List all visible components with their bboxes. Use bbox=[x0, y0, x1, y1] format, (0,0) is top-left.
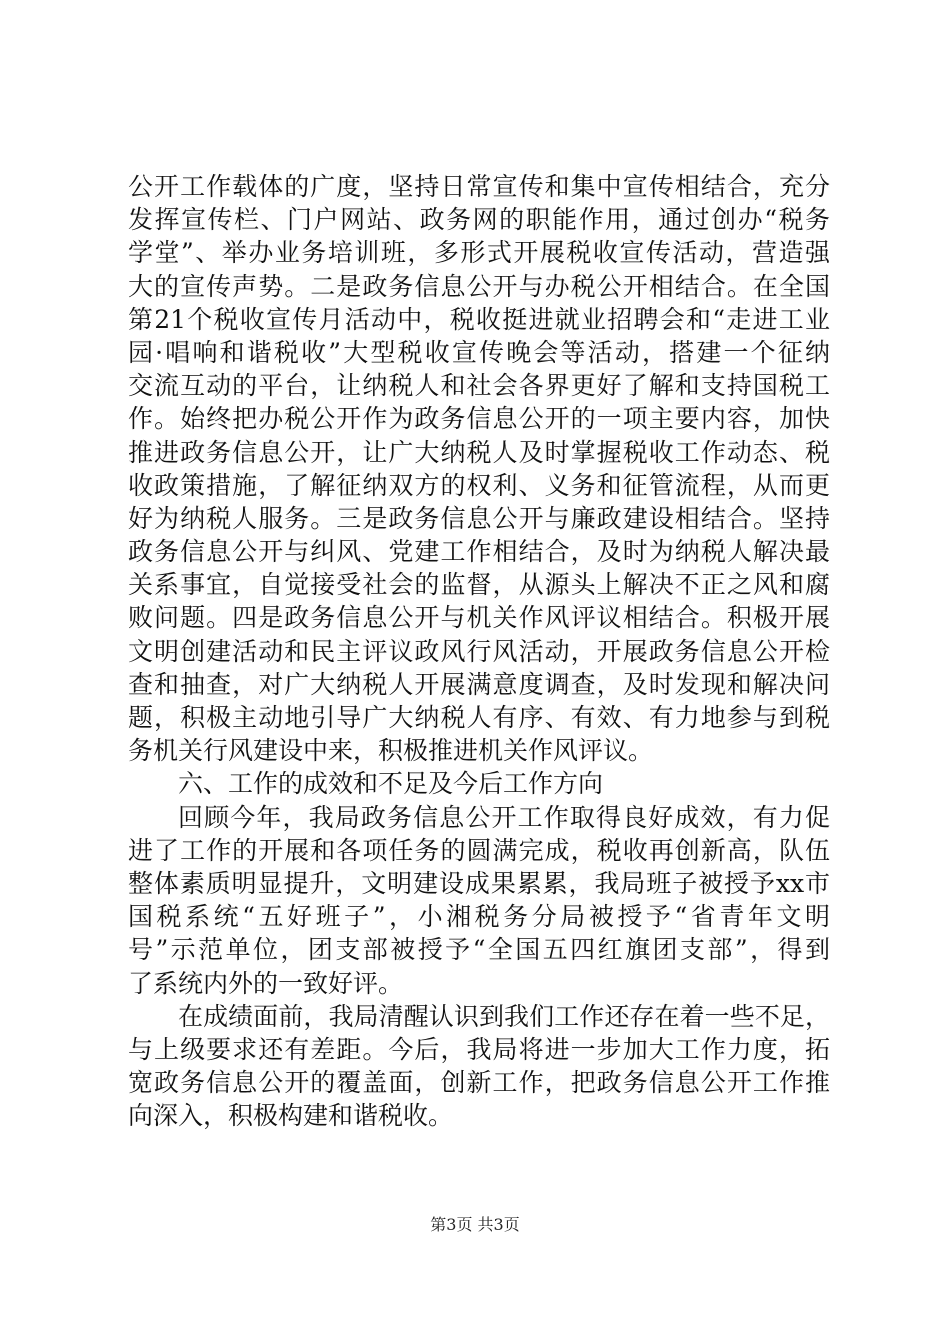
text-line: 回顾今年，我局政务信息公开工作取得良好成效，有力促 bbox=[178, 802, 830, 832]
paragraph bbox=[128, 170, 830, 767]
text-line: 关系事宜，自觉接受社会的监督，从源头上解决不正之风和腐 bbox=[128, 570, 830, 600]
text-line: 公开工作载体的广度，坚持日常宣传和集中宣传相结合，充分 bbox=[128, 172, 830, 201]
text-line: 学堂”、举办业务培训班，多形式开展税收宣传活动，营造强 bbox=[128, 238, 830, 268]
text-line: 大的宣传声势。二是政务信息公开与办税公开相结合。在全国 bbox=[128, 271, 830, 301]
paragraph bbox=[128, 801, 830, 1000]
paragraph bbox=[128, 1000, 830, 1133]
text-line: 好为纳税人服务。三是政务信息公开与廉政建设相结合。坚持 bbox=[128, 503, 830, 533]
text-line: 作。始终把办税公开作为政务信息公开的一项主要内容，加快 bbox=[128, 404, 830, 434]
text-line: 政务信息公开与纠风、党建工作相结合，及时为纳税人解决最 bbox=[128, 537, 830, 567]
text-line: 号”示范单位，团支部被授予“全国五四红旗团支部”，得到 bbox=[128, 935, 830, 965]
text-line: 与上级要求还有差距。今后，我局将进一步加大工作力度，拓 bbox=[128, 1034, 830, 1064]
text-line: 查和抽查，对广大纳税人开展满意度调查，及时发现和解决问 bbox=[128, 669, 830, 699]
text-line: 交流互动的平台，让纳税人和社会各界更好了解和支持国税工 bbox=[128, 371, 830, 401]
section-heading bbox=[128, 767, 830, 800]
text-line: 宽政务信息公开的覆盖面，创新工作，把政务信息公开工作推 bbox=[128, 1068, 830, 1098]
text-line: 第21个税收宣传月活动中，税收挺进就业招聘会和“走进工业 bbox=[128, 304, 830, 334]
heading-line: 六、工作的成效和不足及今后工作方向 bbox=[178, 769, 604, 799]
text-line: 发挥宣传栏、门户网站、政务网的职能作用，通过创办“税务 bbox=[128, 205, 830, 235]
text-line: 进了工作的开展和各项任务的圆满完成，税收再创新高，队伍 bbox=[128, 835, 830, 865]
text-line: 务机关行风建设中来，积极推进机关作风评议。 bbox=[128, 736, 654, 766]
text-line: 文明创建活动和民主评议政风行风活动，开展政务信息公开检 bbox=[128, 636, 830, 666]
text-line: 推进政务信息公开，让广大纳税人及时掌握税收工作动态、税 bbox=[128, 437, 830, 467]
document-body bbox=[128, 170, 830, 1132]
text-line: 向深入，积极构建和谐税收。 bbox=[128, 1101, 454, 1131]
text-line: 整体素质明显提升，文明建设成果累累，我局班子被授予xx市 bbox=[128, 868, 830, 898]
text-line: 题，积极主动地引导广大纳税人有序、有效、有力地参与到税 bbox=[128, 703, 830, 732]
text-line: 了系统内外的一致好评。 bbox=[128, 968, 404, 998]
text-line: 收政策措施，了解征纳双方的权利、义务和征管流程，从而更 bbox=[128, 470, 830, 500]
text-line: 国税系统“五好班子”，小湘税务分局被授予“省青年文明 bbox=[128, 902, 830, 932]
text-line: 败问题。四是政务信息公开与机关作风评议相结合。积极开展 bbox=[128, 603, 830, 633]
text-line: 在成绩面前，我局清醒认识到我们工作还存在着一些不足， bbox=[178, 1001, 830, 1031]
page-footer: 第3页 共3页 bbox=[430, 1215, 520, 1234]
text-line: 园·唱响和谐税收”大型税收宣传晚会等活动，搭建一个征纳 bbox=[128, 337, 830, 367]
